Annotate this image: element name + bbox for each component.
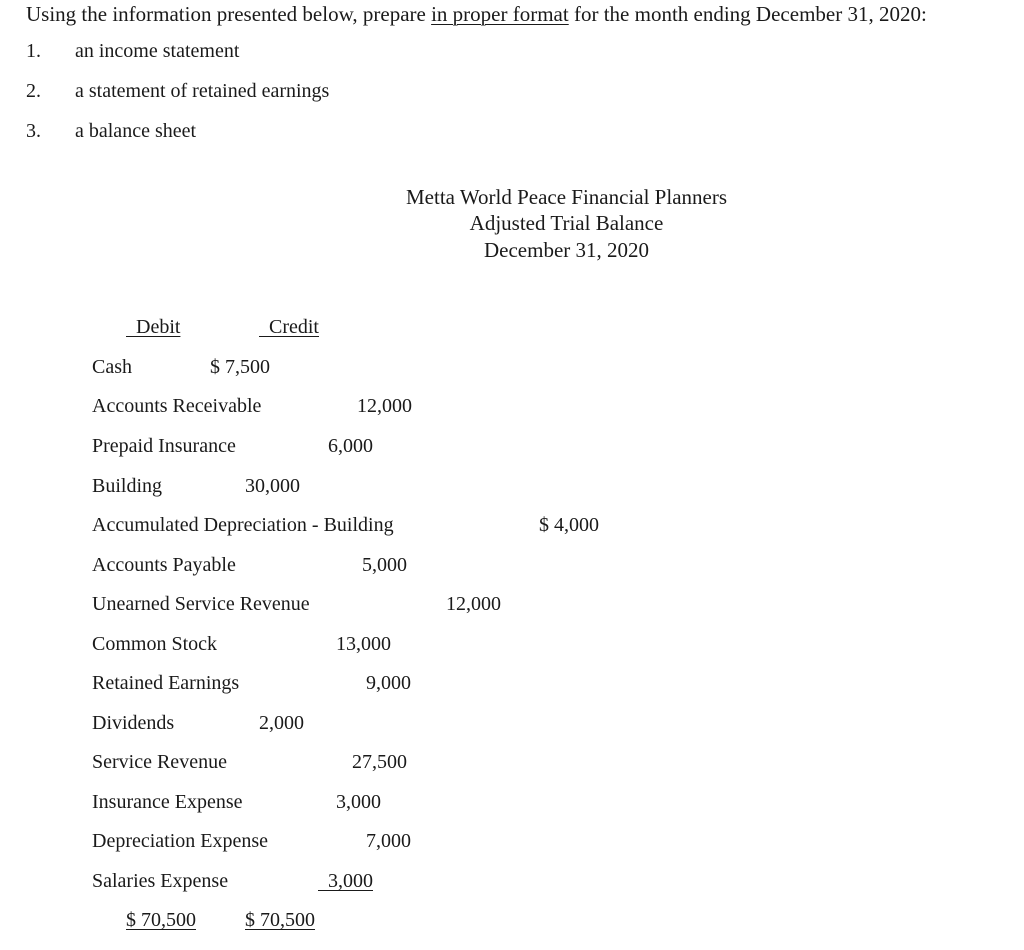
amount-cash: $ 7,500 <box>210 356 270 378</box>
account-retained-earnings: Retained Earnings <box>92 672 240 694</box>
task-label-1: an income statement <box>75 40 240 62</box>
account-salaries-expense: Salaries Expense <box>92 870 229 892</box>
amount-prepaid-insurance: 6,000 <box>328 435 373 457</box>
amount-unearned-service-revenue: 12,000 <box>446 593 501 615</box>
report-date: December 31, 2020 <box>483 238 650 262</box>
account-common-stock: Common Stock <box>92 633 218 655</box>
account-prepaid-insurance: Prepaid Insurance <box>92 435 236 457</box>
account-service-revenue: Service Revenue <box>92 751 227 773</box>
credit-column-header: Credit <box>269 316 319 338</box>
account-accounts-receivable: Accounts Receivable <box>92 395 262 417</box>
total-credit: $ 70,500 <box>245 909 315 931</box>
amount-common-stock: 13,000 <box>336 633 391 655</box>
account-unearned-service-revenue: Unearned Service Revenue <box>92 593 310 615</box>
amount-salaries-expense: 3,000 <box>328 870 373 892</box>
amount-retained-earnings: 9,000 <box>366 672 411 694</box>
report-title: Adjusted Trial Balance <box>469 211 664 235</box>
account-depreciation-expense: Depreciation Expense <box>92 830 269 852</box>
debit-column-header: Debit <box>136 316 181 338</box>
account-insurance-expense: Insurance Expense <box>92 791 243 813</box>
account-accumulated-depreciation: Accumulated Depreciation - Building <box>92 514 394 536</box>
account-dividends: Dividends <box>92 712 175 734</box>
amount-depreciation-expense: 7,000 <box>366 830 411 852</box>
company-name: Metta World Peace Financial Planners <box>406 185 727 209</box>
amount-accounts-payable: 5,000 <box>362 554 407 576</box>
task-label-2: a statement of retained earnings <box>75 80 330 102</box>
account-accounts-payable: Accounts Payable <box>92 554 236 576</box>
amount-service-revenue: 27,500 <box>352 751 407 773</box>
account-cash: Cash <box>92 356 132 378</box>
task-number-1: 1. <box>26 40 41 62</box>
amount-accumulated-depreciation: $ 4,000 <box>539 514 599 536</box>
account-building: Building <box>92 475 163 497</box>
instructions-text-before: Using the information presented below, prepare <box>26 2 432 26</box>
task-number-2: 2. <box>26 80 41 102</box>
amount-building: 30,000 <box>245 475 300 497</box>
instructions-line <box>26 4 927 25</box>
instructions-underlined-text: in proper format <box>431 2 569 26</box>
total-debit: $ 70,500 <box>126 909 196 931</box>
task-number-3: 3. <box>26 120 41 142</box>
amount-insurance-expense: 3,000 <box>336 791 381 813</box>
task-label-3: a balance sheet <box>75 120 197 142</box>
amount-accounts-receivable: 12,000 <box>357 395 412 417</box>
instructions-text-after: for the month ending December 31, 2020: <box>568 2 927 26</box>
amount-dividends: 2,000 <box>259 712 304 734</box>
